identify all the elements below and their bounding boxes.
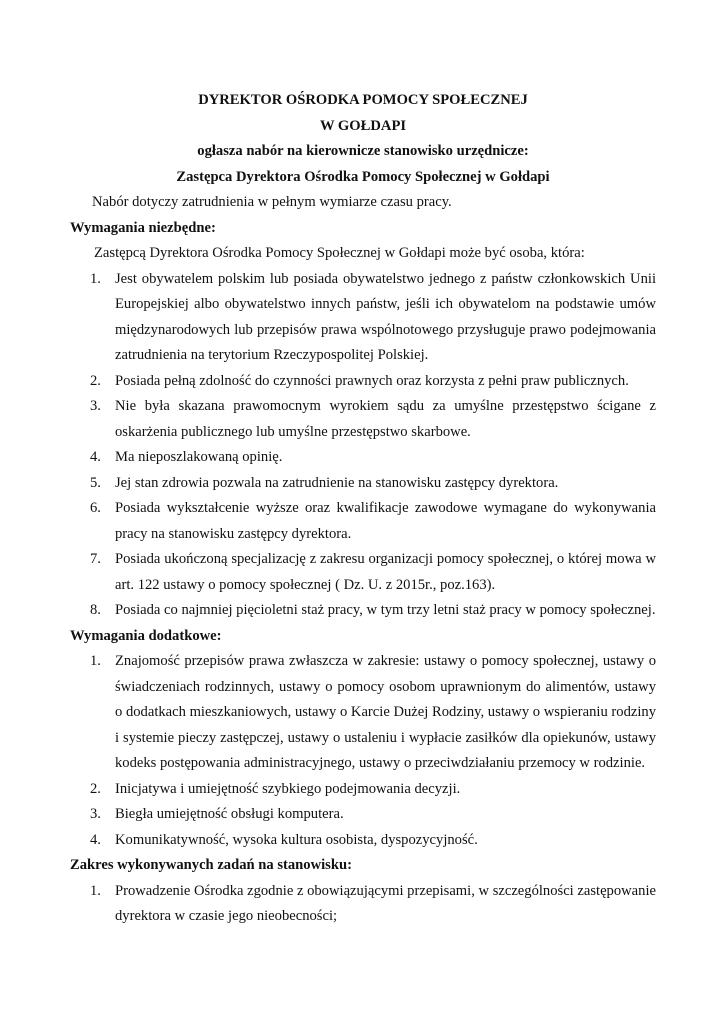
list-item-number: 5. <box>90 474 101 491</box>
list-item-text: Nie była skazana prawomocnym wyrokiem sądu za umyślne przestępstwo ścigane z oskarżenia publicznego lub umyślne przestępstwo skarbowe. <box>115 398 656 440</box>
list-item-text: Posiada wykształcenie wyższe oraz kwalifikacje zawodowe wymagane do wykonywania pracy na stanowisku zastępcy dyrektora. <box>115 500 656 542</box>
list-item <box>70 394 656 445</box>
list-item-text: Komunikatywność, wysoka kultura osobista, dyspozycyjność. <box>115 831 478 848</box>
duties-list <box>70 879 656 930</box>
list-item <box>70 267 656 369</box>
list-item-text: Jej stan zdrowia pozwala na zatrudnienie na stanowisku zastępcy dyrektora. <box>115 474 559 491</box>
position-title: Zastępca Dyrektora Ośrodka Pomocy Społecznej w Gołdapi <box>176 168 550 185</box>
list-item-text: Inicjatywa i umiejętność szybkiego podejmowania decyzji. <box>115 780 461 797</box>
list-item-number: 4. <box>90 449 101 465</box>
list-item <box>70 777 656 803</box>
list-item <box>70 471 656 497</box>
additional-list <box>70 649 656 853</box>
list-item <box>70 496 656 547</box>
list-item-text: Znajomość przepisów prawa zwłaszcza w zakresie: ustawy o pomocy społecznej, ustawy o świadczeniach rodzinnych, ustawy o pomocy osobom uprawnionym do alimentów, ustawy o dodatkach mieszkaniowych, ustawy o Karcie Dużej Rodziny, ustawy o wspieraniu rodziny i systemie pieczy zastępczej, ustawy o ustaleniu i wypłacie zasiłków dla opiekunów, ustawy kodeks postępowania administracyjnego, ustawy o przeciwdziałaniu przemocy w rodzinie. <box>115 653 656 771</box>
list-item-text: Prowadzenie Ośrodka zgodnie z obowiązującymi przepisami, w szczególności zastępowanie dyrektora w czasie jego nieobecności; <box>115 882 656 924</box>
list-item-number: 4. <box>90 831 101 848</box>
document-page <box>70 88 656 930</box>
list-item-number: 1. <box>90 270 101 287</box>
list-item-number: 3. <box>90 398 101 414</box>
list-item-text: Posiada co najmniej pięcioletni staż pracy, w tym trzy letni staż pracy w pomocy społecznej. <box>115 602 656 618</box>
list-item-number: 7. <box>90 551 101 567</box>
list-item-text: Ma nieposzlakowaną opinię. <box>115 449 283 465</box>
list-item <box>70 445 656 471</box>
list-item <box>70 802 656 828</box>
announcement-text: ogłasza nabór na kierownicze stanowisko urzędnicze: <box>197 143 529 159</box>
list-item-number: 1. <box>90 882 101 899</box>
list-item <box>70 598 656 624</box>
required-list <box>70 267 656 624</box>
list-item <box>70 369 656 395</box>
list-item-text: Jest obywatelem polskim lub posiada obywatelstwo jednego z państw członkowskich Unii Europejskiej albo obywatelstwo innych państw, jeśli ich obywatelom na podstawie umów międzynarodowych lub przepisów prawa wspólnotowego przysługuje prawo podejmowania zatrudnienia na terytorium Rzeczypospolitej Polskiej. <box>115 270 656 363</box>
document-title-line1: DYREKTOR OŚRODKA POMOCY SPOŁECZNEJ <box>198 92 528 108</box>
document-title-line2: W GOŁDAPI <box>319 117 407 134</box>
list-item-text: Posiada pełną zdolność do czynności prawnych oraz korzysta z pełni praw publicznych. <box>115 372 629 389</box>
list-item-number: 8. <box>90 602 101 618</box>
list-item-number: 1. <box>90 653 101 669</box>
list-item-text: Posiada ukończoną specjalizację z zakresu organizacji pomocy społecznej, o której mowa w art. 122 ustawy o pomocy społecznej ( Dz. U. z 2015r., poz.163). <box>115 551 656 593</box>
list-item <box>70 879 656 930</box>
list-item <box>70 649 656 777</box>
list-item-number: 2. <box>90 780 101 797</box>
duties-heading: Zakres wykonywanych zadań na stanowisku: <box>70 857 352 873</box>
required-heading: Wymagania niezbędne: <box>70 219 216 236</box>
list-item-number: 6. <box>90 500 101 516</box>
additional-heading: Wymagania dodatkowe: <box>70 627 222 644</box>
list-item-number: 2. <box>90 372 101 389</box>
list-item-number: 3. <box>90 806 101 822</box>
list-item <box>70 547 656 598</box>
employment-note: Nabór dotyczy zatrudnienia w pełnym wymiarze czasu pracy. <box>92 194 452 210</box>
list-item <box>70 828 656 854</box>
required-intro: Zastępcą Dyrektora Ośrodka Pomocy Społecznej w Gołdapi może być osoba, która: <box>94 245 585 261</box>
list-item-text: Biegła umiejętność obsługi komputera. <box>115 806 344 822</box>
